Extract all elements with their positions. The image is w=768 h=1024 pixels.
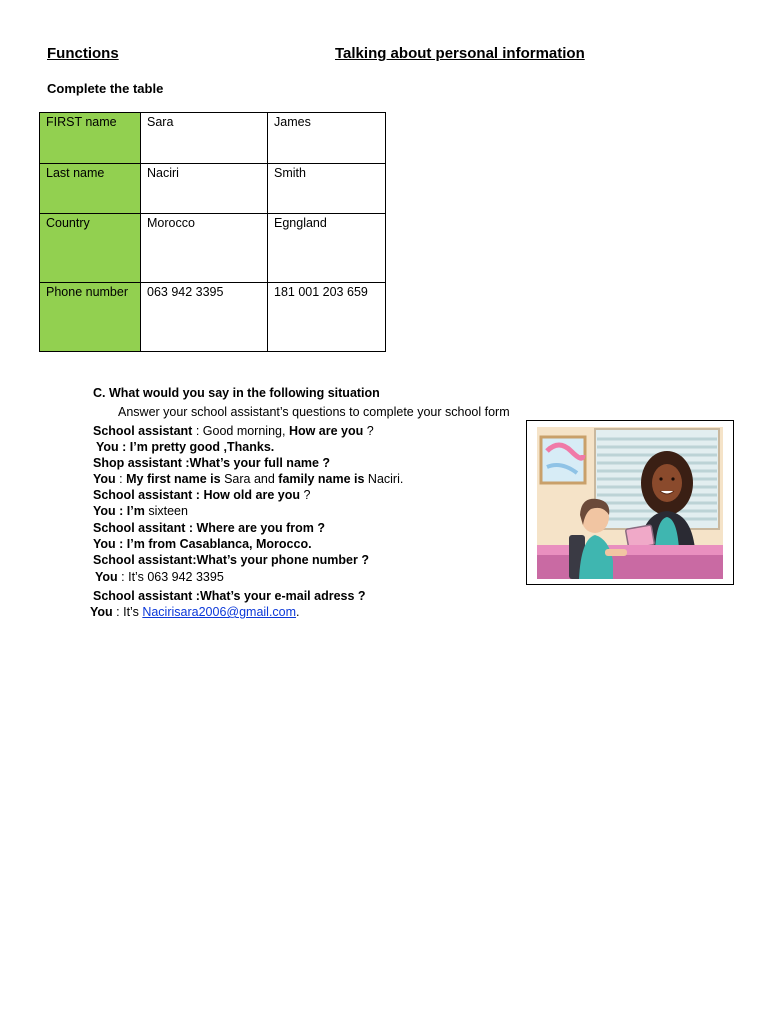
functions-heading: Functions (47, 45, 119, 62)
dialogue-text: : It’s (112, 605, 143, 619)
table-cell: Egngland (268, 214, 386, 283)
speaker: School assistant (93, 424, 193, 438)
row-label: Phone number (40, 283, 141, 352)
row-label: Country (40, 214, 141, 283)
dialogue-question: How are you (288, 424, 364, 438)
table-row (40, 164, 386, 214)
table-row (40, 283, 386, 352)
table-row (40, 214, 386, 283)
dialogue-line-8: You : I’m from Casablanca, Morocco. (93, 537, 312, 551)
dialogue-line-9: School assistant:What’s your phone number ? (93, 553, 369, 567)
dialogue-line-1 (93, 423, 374, 439)
table-instruction: Complete the table (47, 81, 164, 96)
illustration-svg (527, 421, 733, 584)
table-cell: Morocco (141, 214, 268, 283)
separator: : (115, 472, 127, 486)
dialogue-line-2: You : I’m pretty good ,Thanks. (96, 440, 275, 454)
dialogue-text: ? (299, 488, 311, 502)
table-row (40, 113, 386, 164)
school-office-illustration (526, 420, 734, 585)
email-link[interactable]: Nacirisara2006@gmail.com (142, 605, 297, 619)
dialogue-line-7: School assitant : Where are you from ? (93, 521, 325, 535)
dialogue-text: You : I’m (93, 504, 145, 518)
table-cell: Naciri (141, 164, 268, 214)
dialogue-text: sixteen (144, 504, 188, 518)
section-c-title: C. What would you say in the following situation (93, 386, 380, 400)
dialogue-text: Naciri. (364, 472, 404, 486)
row-label: FIRST name (40, 113, 141, 164)
dialogue-line-5 (93, 487, 310, 503)
dialogue-line-10 (95, 569, 224, 585)
dialogue-text: Sara and (220, 472, 279, 486)
speaker: You (93, 472, 116, 486)
table-cell: Sara (141, 113, 268, 164)
dialogue-line-4 (93, 471, 403, 487)
table-cell: Smith (268, 164, 386, 214)
dialogue-line-3: Shop assistant :What’s your full name ? (93, 456, 331, 470)
dialogue-text: : It’s 063 942 3395 (117, 570, 224, 584)
dialogue-line-6 (93, 503, 188, 519)
dialogue-text: My first name is (126, 472, 221, 486)
table-cell: 181 001 203 659 (268, 283, 386, 352)
dialogue-text: Good morning, (202, 424, 289, 438)
dialogue-text: School assistant : How old are you (93, 488, 300, 502)
row-label: Last name (40, 164, 141, 214)
speaker: You (95, 570, 118, 584)
table-cell: James (268, 113, 386, 164)
speaker: You (90, 605, 113, 619)
dialogue-text: family name is (278, 472, 365, 486)
dialogue-text: . (296, 605, 300, 619)
table-cell: 063 942 3395 (141, 283, 268, 352)
dialogue-line-12 (90, 604, 300, 620)
personal-info-table (39, 112, 386, 352)
section-c-subtitle: Answer your school assistant’s questions to complete your school form (118, 405, 510, 419)
page-title: Talking about personal information (335, 45, 585, 62)
separator: : (192, 424, 203, 438)
dialogue-text: ? (363, 424, 374, 438)
dialogue-line-11: School assistant :What’s your e-mail adress ? (93, 589, 366, 603)
